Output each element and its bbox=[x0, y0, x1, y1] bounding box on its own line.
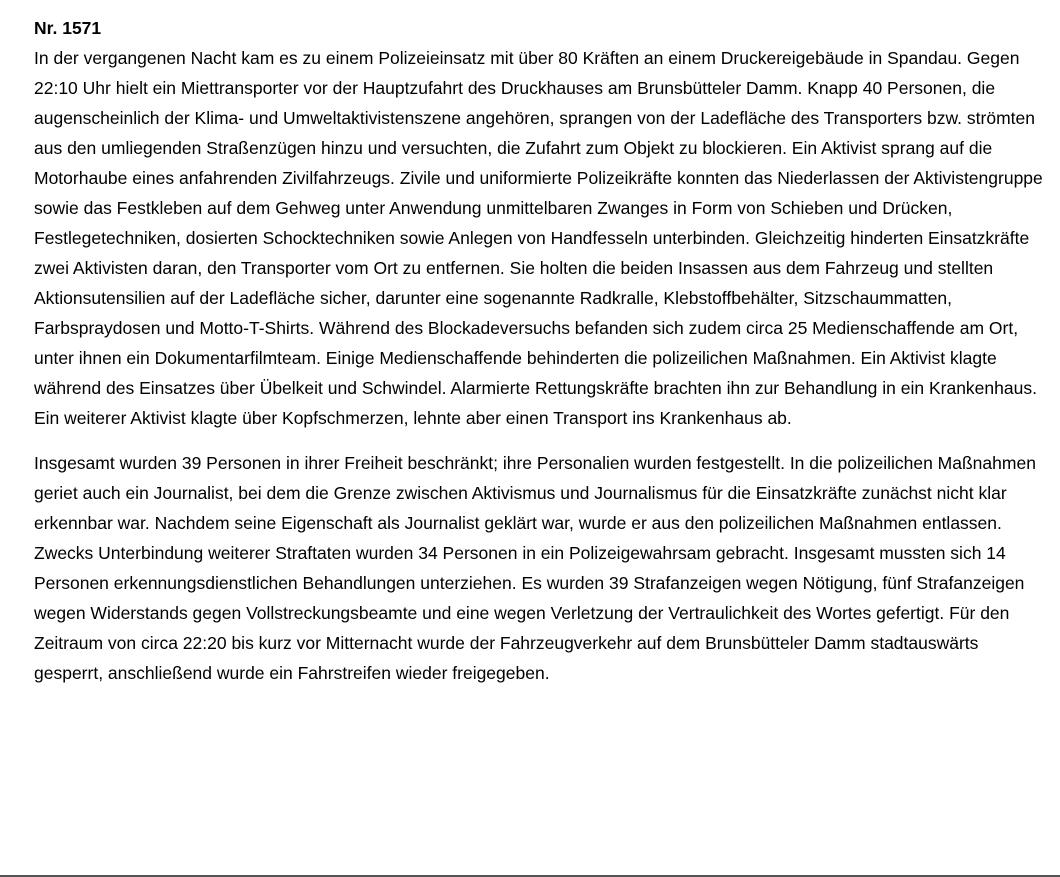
paragraph-measures-summary: Insgesamt wurden 39 Personen in ihrer Freiheit beschränkt; ihre Personalien wurden festgestellt. In die polizeilichen Maßnahmen geriet auch ein Journalist, bei dem die Grenze zwischen Aktivismus und Journalismus für die Einsatzkräfte zunächst nicht klar erkennbar war. Nachdem seine Eigenschaft als Journalist geklärt war, wurde er aus den polizeilichen Maßnahmen entlassen. Zwecks Unterbindung weiterer Straftaten wurden 34 Personen in ein Polizeigewahrsam gebracht. Insgesamt mussten sich 14 Personen erkennungsdienstlichen Behandlungen unterziehen. Es wurden 39 Strafanzeigen wegen Nötigung, fünf Strafanzeigen wegen Widerstands gegen Vollstreckungsbeamte und eine wegen Verletzung der Vertraulichkeit des Wortes gefertigt. Für den Zeitraum von circa 22:20 bis kurz vor Mitternacht wurde der Fahrzeugverkehr auf dem Brunsbütteler Damm stadtauswärts gesperrt, anschließend wurde ein Fahrstreifen wieder freigegeben. bbox=[34, 453, 1036, 683]
press-release bbox=[34, 13, 1044, 688]
paragraph-incident-description: In der vergangenen Nacht kam es zu einem Polizeieinsatz mit über 80 Kräften an einem Druckereigebäude in Spandau. Gegen 22:10 Uhr hielt ein Miettransporter vor der Hauptzufahrt des Druckhauses am Brunsbütteler Damm. Knapp 40 Personen, die augenscheinlich der Klima- und Umweltaktivistenszene angehören, sprangen von der Ladefläche des Transporters bzw. strömten aus den umliegenden Straßenzügen hinzu und versuchten, die Zufahrt zum Objekt zu blockieren. Ein Aktivist sprang auf die Motorhaube eines anfahrenden Zivilfahrzeugs. Zivile und uniformierte Polizeikräfte konnten das Niederlassen der Aktivistengruppe sowie das Festkleben auf dem Gehweg unter Anwendung unmittelbaren Zwanges in Form von Schieben und Drücken, Festlegetechniken, dosierten Schocktechniken sowie Anlegen von Handfesseln unterbinden. Gleichzeitig hinderten Einsatzkräfte zwei Aktivisten daran, den Transporter vom Ort zu entfernen. Sie holten die beiden Insassen aus dem Fahrzeug und stellten Aktionsutensilien auf der Ladefläche sicher, darunter eine sogenannte Radkralle, Klebstoffbehälter, Sitzschaummatten, Farbspraydosen und Motto-T-Shirts. Während des Blockadeversuchs befanden sich zudem circa 25 Medienschaffende am Ort, unter ihnen ein Dokumentarfilmteam. Einige Medienschaffende behinderten die polizeilichen Maßnahmen. Ein Aktivist klagte während des Einsatzes über Übelkeit und Schwindel. Alarmierte Rettungskräfte brachten ihn zur Behandlung in ein Krankenhaus. Ein weiterer Aktivist klagte über Kopfschmerzen, lehnte aber einen Transport ins Krankenhaus ab. bbox=[34, 48, 1043, 428]
article-number: Nr. 1571 bbox=[34, 18, 102, 38]
